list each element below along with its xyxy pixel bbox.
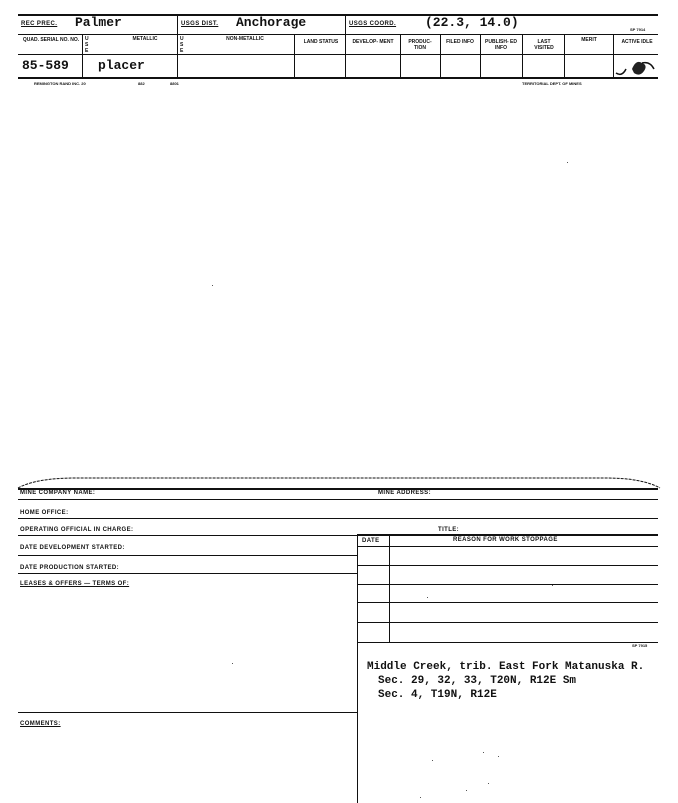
row-rule [18,712,357,713]
row-rule [18,488,658,490]
divider [564,34,565,77]
divider [177,14,178,78]
col-use-s: S [85,42,89,48]
row-rule [18,34,658,35]
col-nonmet-s: S [180,42,184,48]
row-rule [357,565,658,566]
date-header: DATE [362,538,380,544]
row-rule [18,555,357,556]
divider [389,534,390,642]
speck [427,597,428,598]
speck [232,663,233,664]
row-rule [18,77,658,79]
usgs-coord-label: USGS COORD. [349,21,397,27]
speck [212,285,213,286]
divider [400,34,401,77]
divider [480,34,481,77]
printer-code: 8801 [170,81,179,86]
speck [420,797,421,798]
reason-header: REASON FOR WORK STOPPAGE [453,537,558,543]
speck [498,756,499,757]
col-non-metallic: NON-METALLIC [226,36,264,42]
row-rule [357,534,658,536]
form-number: SP 7914 [630,27,646,32]
row-rule [357,622,658,623]
col-development: DEVELOP- MENT [352,39,394,45]
col-last-visited: LAST VISITED [534,39,554,51]
col-published-info: PUBLISH- ED INFO [485,39,517,51]
operating-official-label: OPERATING OFFICIAL IN CHARGE: [20,527,134,533]
date-dev-label: DATE DEVELOPMENT STARTED: [20,545,125,551]
divider [440,34,441,77]
col-production: PRODUC- TION [408,39,432,51]
col-filed-info: FILED INFO [446,39,474,45]
form-number: SP 7915 [632,643,648,648]
row-rule [357,546,658,547]
speck [432,760,433,761]
mine-company-label: MINE COMPANY NAME: [20,490,96,496]
speck [567,162,568,163]
divider [345,14,346,34]
usgs-coord-value: (22.3, 14.0) [425,15,519,30]
rec-prec-value: Palmer [75,15,122,30]
divider [82,34,83,77]
col-quad-serial: QUAD. SERIAL NO. NO. [22,37,80,43]
col-nonmet-u: U [180,36,184,42]
comments-label: COMMENTS: [20,721,61,727]
serial-value: 85-589 [22,58,69,73]
row-rule [357,602,658,603]
speck [483,752,484,753]
row-rule [18,573,357,574]
divider [357,534,358,803]
col-nonmet-e: E [180,48,184,54]
row-rule [18,499,658,500]
leases-offers-label: LEASES & OFFERS — TERMS OF: [20,581,130,587]
col-land-status: LAND STATUS [303,39,339,45]
speck [488,783,489,784]
location-line: Middle Creek, trib. East Fork Matanuska R. [367,661,645,673]
divider [294,34,295,77]
date-prod-label: DATE PRODUCTION STARTED: [20,565,120,571]
row-rule [18,518,658,519]
col-merit: MERIT [581,37,597,43]
handwritten-mark-icon [612,55,658,79]
location-line: Sec. 4, T19N, R12E [378,689,497,701]
col-metallic: METALLIC [132,36,158,42]
home-office-label: HOME OFFICE: [20,510,69,516]
speck [552,585,553,586]
title-label: TITLE: [438,527,460,533]
row-rule [18,535,357,536]
col-use-e: E [85,48,89,54]
printer-code: 882 [138,81,145,86]
usgs-dist-label: USGS DIST. [181,21,219,27]
col-active-idle: ACTIVE IDLE [621,39,653,45]
location-line: Sec. 29, 32, 33, T20N, R12E Sm [378,675,577,687]
metallic-value: placer [98,58,145,73]
row-rule [18,54,658,55]
rec-prec-label: REC PREC. [21,21,58,27]
col-use-u: U [85,36,89,42]
row-rule [357,584,658,585]
divider [522,34,523,77]
divider [345,34,346,77]
speck [466,790,467,791]
row-rule [357,642,658,643]
department-imprint: TERRITORIAL DEPT. OF MINES [522,81,582,86]
printer-imprint: REMINGTON RAND INC. 20 [34,81,86,86]
mine-address-label: MINE ADDRESS: [378,490,431,496]
usgs-dist-value: Anchorage [236,15,307,30]
